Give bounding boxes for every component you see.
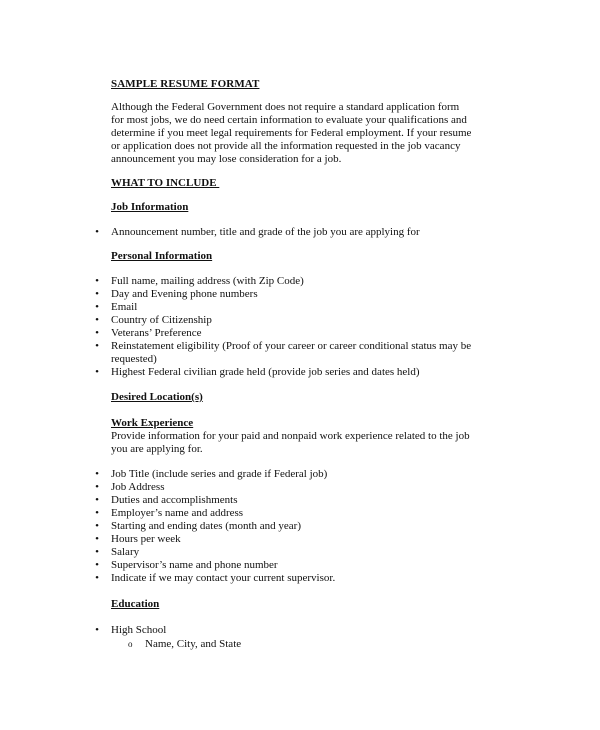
intro-line: announcement you may lose consideration for a job. — [111, 153, 342, 165]
document-title: SAMPLE RESUME FORMAT — [111, 78, 260, 90]
bullet-icon: • — [95, 301, 99, 313]
bullet-icon: • — [95, 314, 99, 326]
list-item: • Email — [111, 301, 511, 314]
intro-line: for most jobs, we do need certain information to evaluate your qualifications and — [111, 114, 467, 126]
list-item: • Veterans’ Preference — [111, 327, 511, 340]
desired-locations-heading: Desired Location(s) — [111, 391, 203, 403]
job-information-heading: Job Information — [111, 201, 189, 213]
work-experience-intro-line: Provide information for your paid and nonpaid work experience related to the job — [111, 430, 470, 442]
bullet-icon: • — [95, 481, 99, 493]
work-experience-heading: Work Experience — [111, 417, 194, 429]
education-heading: Education — [111, 598, 160, 610]
work-experience-intro-line: you are applying for. — [111, 443, 203, 455]
intro-line: Although the Federal Government does not require a standard application form — [111, 101, 460, 113]
list-item: • Duties and accomplishments — [111, 494, 511, 507]
list-item: • Salary — [111, 546, 511, 559]
sub-list-item: o Name, City, and State — [128, 638, 242, 650]
bullet-icon: • — [95, 226, 99, 238]
bullet-icon: • — [95, 520, 99, 532]
list-item: • Job Address — [111, 481, 511, 494]
personal-information-list — [95, 275, 511, 379]
list-item: • Reinstatement eligibility (Proof of your career or career conditional status may be — [111, 340, 511, 353]
list-item: • High School — [111, 624, 511, 637]
list-item: • Full name, mailing address (with Zip Code) — [111, 275, 511, 288]
intro-line: determine if you meet legal requirements for Federal employment. If your resume — [111, 127, 472, 139]
job-information-list — [95, 226, 511, 239]
list-item: • Supervisor’s name and phone number — [111, 559, 511, 572]
list-item-continuation: requested) — [111, 353, 157, 365]
bullet-icon: • — [95, 366, 99, 378]
bullet-icon: • — [95, 327, 99, 339]
bullet-icon: • — [95, 494, 99, 506]
bullet-icon: • — [95, 533, 99, 545]
bullet-icon: • — [95, 340, 99, 352]
list-item: • Hours per week — [111, 533, 511, 546]
circle-bullet-icon: o — [128, 639, 133, 649]
list-item: • Announcement number, title and grade of the job you are applying for — [111, 226, 511, 239]
list-item: • Job Title (include series and grade if Federal job) — [111, 468, 511, 481]
bullet-icon: • — [95, 559, 99, 571]
list-item: • Indicate if we may contact your current supervisor. — [111, 572, 511, 585]
list-item: • Day and Evening phone numbers — [111, 288, 511, 301]
list-item: • Highest Federal civilian grade held (provide job series and dates held) — [111, 366, 511, 379]
bullet-icon: • — [95, 572, 99, 584]
intro-line: or application does not provide all the information requested in the job vacancy — [111, 140, 461, 152]
bullet-icon: • — [95, 624, 99, 636]
bullet-icon: • — [95, 468, 99, 480]
list-item: • Country of Citizenship — [111, 314, 511, 327]
list-item: • Employer’s name and address — [111, 507, 511, 520]
bullet-icon: • — [95, 288, 99, 300]
bullet-icon: • — [95, 546, 99, 558]
resume-document — [95, 78, 511, 651]
intro-paragraph — [111, 101, 511, 166]
personal-information-heading: Personal Information — [111, 250, 213, 262]
list-item: • Starting and ending dates (month and year) — [111, 520, 511, 533]
bullet-icon: • — [95, 275, 99, 287]
work-experience-list — [95, 468, 511, 585]
bullet-icon: • — [95, 507, 99, 519]
education-list — [95, 624, 511, 637]
what-to-include-heading: WHAT TO INCLUDE — [111, 177, 220, 189]
